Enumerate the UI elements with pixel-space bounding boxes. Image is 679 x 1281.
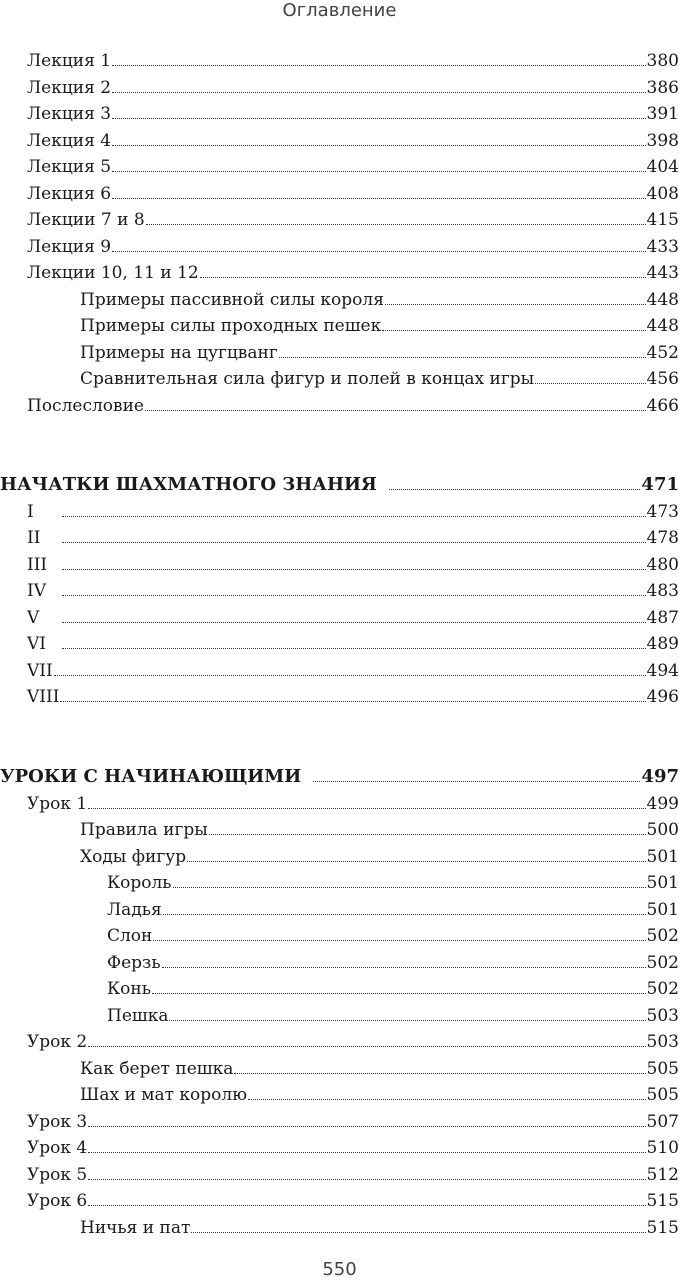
entry-title: Урок 3 <box>27 1112 88 1132</box>
toc-entry[interactable] <box>0 285 679 311</box>
entry-title: Как берет пешка <box>80 1059 234 1079</box>
toc-entry[interactable] <box>0 974 679 1000</box>
toc-entry[interactable] <box>0 523 679 549</box>
entry-title: Шах и мат королю <box>80 1085 248 1105</box>
dot-leader <box>382 330 645 331</box>
entry-title: IV <box>27 581 46 601</box>
dot-leader <box>88 1046 645 1047</box>
toc-entry[interactable] <box>0 1027 679 1053</box>
section-heading[interactable] <box>0 762 679 788</box>
entry-title: Лекция 3 <box>27 104 112 124</box>
dot-leader <box>62 648 646 649</box>
toc-entry[interactable] <box>0 1160 679 1186</box>
entry-page: 398 <box>646 131 679 151</box>
entry-page: 500 <box>646 820 679 840</box>
dot-leader <box>248 1099 646 1100</box>
entry-page: 478 <box>646 528 679 548</box>
toc-entry[interactable] <box>0 1107 679 1133</box>
entry-title: Ничья и пат <box>80 1218 191 1238</box>
entry-page: 448 <box>646 316 679 336</box>
entry-page: 512 <box>646 1165 679 1185</box>
toc-entry[interactable] <box>0 152 679 178</box>
toc-entry[interactable] <box>0 789 679 815</box>
entry-title: Лекция 5 <box>27 157 112 177</box>
entry-title: Ферзь <box>107 953 161 973</box>
dot-leader <box>88 1152 645 1153</box>
dot-leader <box>145 410 646 411</box>
toc-entry[interactable] <box>0 73 679 99</box>
entry-title: Лекции 10, 11 и 12 <box>27 263 199 283</box>
toc-entry[interactable] <box>0 232 679 258</box>
entry-page: 502 <box>646 926 679 946</box>
dot-leader <box>62 542 646 543</box>
dot-leader <box>62 516 646 517</box>
entry-page: 515 <box>646 1191 679 1211</box>
section-title: НАЧАТКИ ШАХМАТНОГО ЗНАНИЯ <box>0 474 377 495</box>
entry-page: 515 <box>646 1218 679 1238</box>
dot-leader <box>112 145 645 146</box>
entry-page: 386 <box>646 78 679 98</box>
entry-title: Ходы фигур <box>80 847 187 867</box>
toc-entry[interactable] <box>0 948 679 974</box>
entry-page: 408 <box>646 184 679 204</box>
dot-leader <box>152 993 646 994</box>
entry-page: 487 <box>646 608 679 628</box>
dot-leader <box>54 675 646 676</box>
dot-leader <box>112 198 645 199</box>
entry-page: 448 <box>646 290 679 310</box>
entry-page: 489 <box>646 634 679 654</box>
toc-entry[interactable] <box>0 258 679 284</box>
dot-leader <box>191 1232 645 1233</box>
toc-entry[interactable] <box>0 815 679 841</box>
entry-page: 443 <box>646 263 679 283</box>
toc-entry[interactable] <box>0 682 679 708</box>
toc-entry[interactable] <box>0 205 679 231</box>
dot-leader <box>88 1126 645 1127</box>
entry-title: Лекция 2 <box>27 78 112 98</box>
toc-entry[interactable] <box>0 629 679 655</box>
section-heading[interactable] <box>0 470 679 496</box>
entry-page: 499 <box>646 794 679 814</box>
section-page: 497 <box>641 766 679 787</box>
entry-page: 391 <box>646 104 679 124</box>
toc-entry[interactable] <box>0 842 679 868</box>
dot-leader <box>313 781 640 782</box>
entry-title: Лекции 7 и 8 <box>27 210 145 230</box>
entry-title: Лекция 9 <box>27 237 112 257</box>
dot-leader <box>385 304 646 305</box>
dot-leader <box>200 277 646 278</box>
page-number: 550 <box>322 1259 357 1280</box>
entry-title: Правила игры <box>80 820 208 840</box>
toc-entry[interactable] <box>0 1054 679 1080</box>
toc-entry[interactable] <box>0 656 679 682</box>
entry-title: Ладья <box>107 900 162 920</box>
dot-leader <box>162 967 646 968</box>
toc-entry[interactable] <box>0 1186 679 1212</box>
toc-entry[interactable] <box>0 126 679 152</box>
dot-leader <box>112 92 645 93</box>
toc-entry[interactable] <box>0 46 679 72</box>
entry-page: 415 <box>646 210 679 230</box>
entry-title: Лекция 4 <box>27 131 112 151</box>
toc-entry[interactable] <box>0 550 679 576</box>
toc-entry[interactable] <box>0 1080 679 1106</box>
entry-page: 483 <box>646 581 679 601</box>
entry-page: 510 <box>646 1138 679 1158</box>
dot-leader <box>153 940 645 941</box>
dot-leader <box>62 622 646 623</box>
dot-leader <box>173 887 646 888</box>
dot-leader <box>88 1205 645 1206</box>
dot-leader <box>535 383 645 384</box>
entry-page: 507 <box>646 1112 679 1132</box>
entry-page: 505 <box>646 1059 679 1079</box>
dot-leader <box>163 914 646 915</box>
entry-title: VIII <box>27 687 60 707</box>
entry-title: II <box>27 528 41 548</box>
entry-page: 380 <box>646 51 679 71</box>
entry-title: Урок 4 <box>27 1138 88 1158</box>
dot-leader <box>169 1020 645 1021</box>
entry-page: 494 <box>646 661 679 681</box>
toc-entry[interactable] <box>0 364 679 390</box>
entry-page: 503 <box>646 1006 679 1026</box>
entry-title: Слон <box>107 926 153 946</box>
dot-leader <box>209 834 646 835</box>
running-header: Оглавление <box>282 0 397 21</box>
entry-page: 473 <box>646 502 679 522</box>
entry-title: Сравнительная сила фигур и полей в концах игры <box>80 369 535 389</box>
entry-title: Урок 6 <box>27 1191 88 1211</box>
entry-page: 404 <box>646 157 679 177</box>
entry-title: Примеры на цугцванг <box>80 343 278 363</box>
dot-leader <box>62 569 646 570</box>
toc-entry[interactable] <box>0 603 679 629</box>
entry-title: Урок 2 <box>27 1032 88 1052</box>
entry-title: Король <box>107 873 172 893</box>
entry-page: 466 <box>646 396 679 416</box>
entry-page: 502 <box>646 953 679 973</box>
entry-page: 503 <box>646 1032 679 1052</box>
entry-title: VII <box>27 661 53 681</box>
toc-entry[interactable] <box>0 497 679 523</box>
entry-page: 501 <box>646 847 679 867</box>
entry-title: Примеры силы проходных пешек <box>80 316 382 336</box>
dot-leader <box>234 1073 645 1074</box>
entry-page: 456 <box>646 369 679 389</box>
toc-entry[interactable] <box>0 311 679 337</box>
dot-leader <box>112 171 645 172</box>
entry-page: 501 <box>646 873 679 893</box>
entry-title: VI <box>27 634 46 654</box>
dot-leader <box>88 1179 645 1180</box>
entry-title: Лекция 1 <box>27 51 112 71</box>
toc-entry[interactable] <box>0 895 679 921</box>
entry-title: Примеры пассивной силы короля <box>80 290 384 310</box>
entry-title: Пешка <box>107 1006 169 1026</box>
entry-title: Конь <box>107 979 151 999</box>
toc-entry[interactable] <box>0 921 679 947</box>
entry-title: Урок 1 <box>27 794 88 814</box>
toc-entry[interactable] <box>0 1213 679 1239</box>
dot-leader <box>146 224 646 225</box>
entry-page: 502 <box>646 979 679 999</box>
toc-entry[interactable] <box>0 99 679 125</box>
dot-leader <box>112 118 645 119</box>
entry-title: Послесловие <box>27 396 144 416</box>
entry-title: Лекция 6 <box>27 184 112 204</box>
dot-leader <box>60 701 645 702</box>
toc-entry[interactable] <box>0 576 679 602</box>
dot-leader <box>279 357 646 358</box>
toc-entry[interactable] <box>0 338 679 364</box>
toc-entry[interactable] <box>0 391 679 417</box>
entry-page: 505 <box>646 1085 679 1105</box>
toc-entry[interactable] <box>0 179 679 205</box>
dot-leader <box>112 65 645 66</box>
dot-leader <box>112 251 645 252</box>
dot-leader <box>62 595 646 596</box>
dot-leader <box>187 861 645 862</box>
dot-leader <box>88 808 645 809</box>
entry-title: Урок 5 <box>27 1165 88 1185</box>
toc-entry[interactable] <box>0 1133 679 1159</box>
entry-page: 433 <box>646 237 679 257</box>
entry-title: V <box>27 608 40 628</box>
entry-title: III <box>27 555 48 575</box>
entry-page: 501 <box>646 900 679 920</box>
entry-page: 480 <box>646 555 679 575</box>
section-page: 471 <box>641 474 679 495</box>
entry-page: 496 <box>646 687 679 707</box>
toc-entry[interactable] <box>0 868 679 894</box>
entry-title: I <box>27 502 34 522</box>
entry-page: 452 <box>646 343 679 363</box>
section-title: УРОКИ С НАЧИНАЮЩИМИ <box>0 766 302 787</box>
dot-leader <box>389 489 641 490</box>
toc-entry[interactable] <box>0 1001 679 1027</box>
